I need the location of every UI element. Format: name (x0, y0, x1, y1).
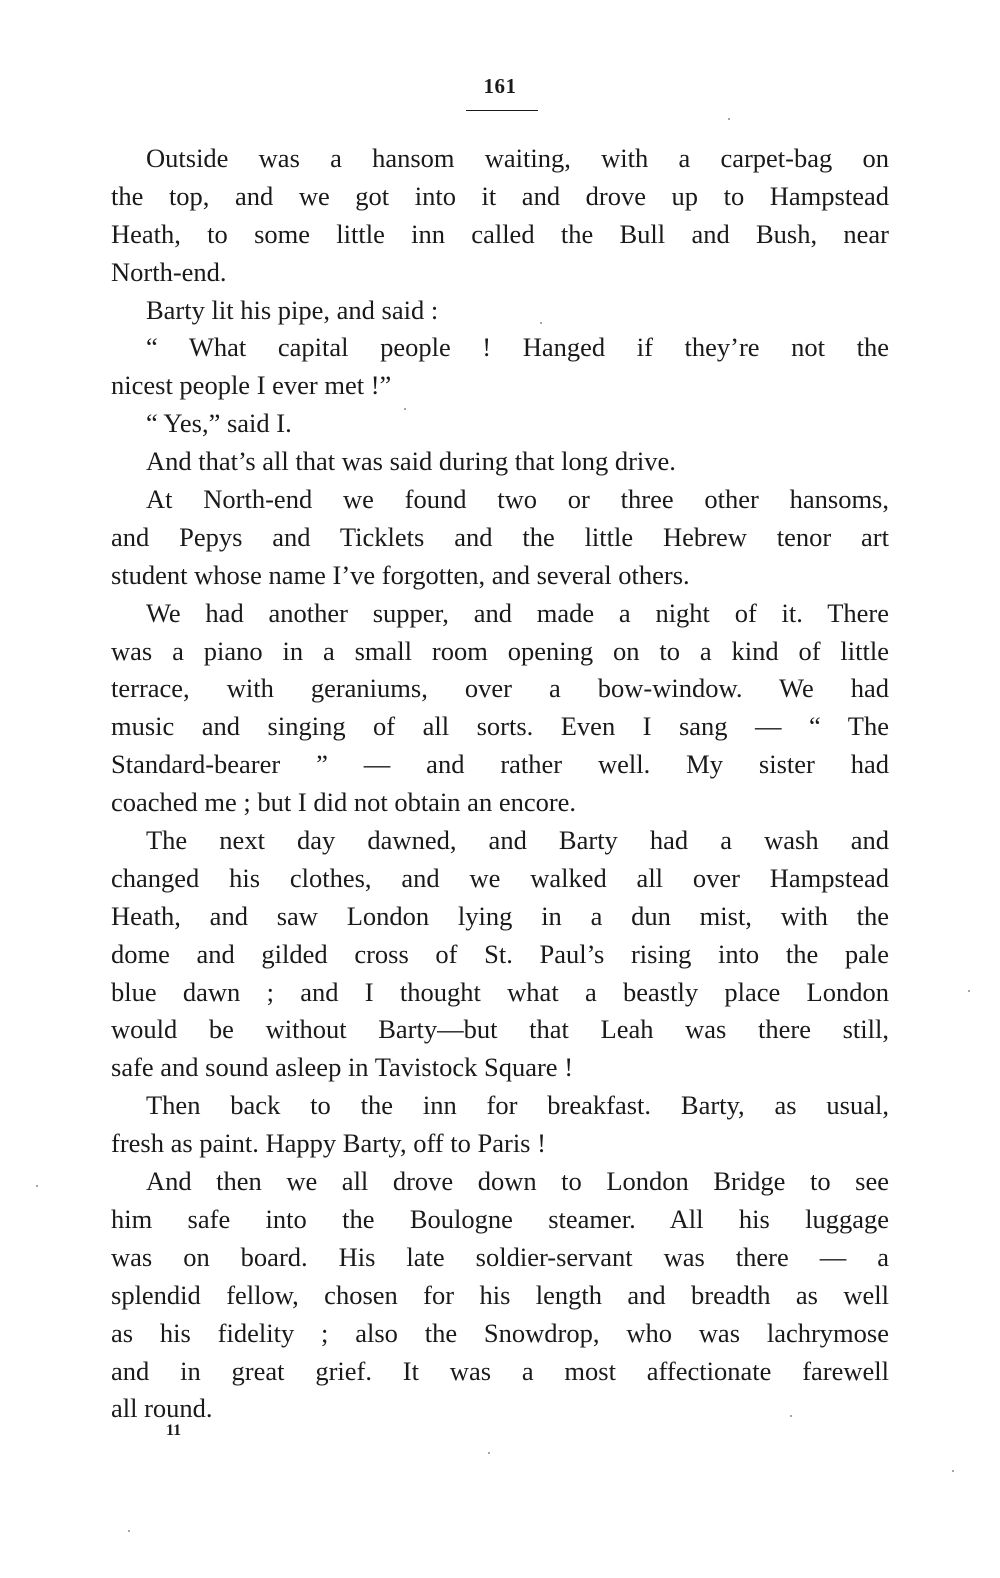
scan-speck (968, 990, 970, 992)
text-line: “ Yes,” said I. (146, 408, 292, 439)
scan-speck (790, 1415, 792, 1417)
text-line: Heath, and saw London lying in a dun mist, with the (111, 900, 889, 931)
text-line: Then back to the inn for breakfast. Barty, as usual, (146, 1090, 889, 1121)
text-line: And then we all drove down to London Bridge to see (146, 1166, 889, 1197)
text-line: At North-end we found two or three other hansoms, (146, 484, 889, 515)
text-line: music and singing of all sorts. Even I sang — “ The (111, 711, 889, 742)
signature-mark: 11 (166, 1422, 182, 1439)
text-line: dome and gilded cross of St. Paul’s rising into the pale (111, 938, 889, 969)
scan-speck (488, 1452, 490, 1454)
text-line: splendid fellow, chosen for his length and breadth as well (111, 1279, 889, 1310)
text-line: and Pepys and Ticklets and the little Hebrew tenor art (111, 521, 889, 552)
page-number: 161 (483, 74, 517, 98)
text-line: terrace, with geraniums, over a bow-window. We had (111, 673, 889, 704)
text-line: Standard-bearer ” — and rather well. My sister had (111, 749, 889, 780)
text-line: We had another supper, and made a night of it. There (146, 597, 889, 628)
text-line: Barty lit his pipe, and said : (146, 294, 439, 325)
text-line: was on board. His late soldier-servant was there — a (111, 1241, 889, 1272)
scan-speck (36, 1185, 38, 1187)
text-line: The next day dawned, and Barty had a wash and (146, 825, 889, 856)
page-number-rule (466, 110, 538, 111)
scan-speck (952, 1470, 954, 1472)
text-line: North-end. (111, 256, 227, 287)
text-line: him safe into the Boulogne steamer. All his luggage (111, 1203, 889, 1234)
scan-speck (540, 322, 542, 324)
body-text (111, 140, 889, 1428)
text-line: nicest people I ever met !” (111, 370, 392, 401)
text-line: the top, and we got into it and drove up to Hampstead (111, 180, 889, 211)
scan-speck (404, 408, 406, 410)
text-line: as his fidelity ; also the Snowdrop, who was lachrymose (111, 1317, 889, 1348)
text-line: “ What capital people ! Hanged if they’re not the (146, 332, 889, 363)
text-line: and in great grief. It was a most affectionate farewell (111, 1355, 889, 1386)
text-line: And that’s all that was said during that long drive. (146, 446, 676, 477)
scan-speck (128, 1530, 130, 1532)
text-line: coached me ; but I did not obtain an encore. (111, 787, 577, 818)
text-line: safe and sound asleep in Tavistock Square ! (111, 1052, 574, 1083)
text-line: Outside was a hansom waiting, with a carpet-bag on (146, 143, 889, 173)
text-line: was a piano in a small room opening on to a kind of little (111, 635, 889, 666)
text-line: fresh as paint. Happy Barty, off to Paris ! (111, 1128, 546, 1159)
scan-speck (728, 118, 730, 120)
text-line: student whose name I’ve forgotten, and several others. (111, 559, 690, 590)
text-line: changed his clothes, and we walked all over Hampstead (111, 862, 889, 893)
text-line: blue dawn ; and I thought what a beastly place London (111, 976, 889, 1007)
text-line: Heath, to some little inn called the Bull and Bush, near (111, 218, 889, 249)
text-line: would be without Barty—but that Leah was there still, (111, 1014, 889, 1045)
text-line: all round. (111, 1393, 213, 1424)
